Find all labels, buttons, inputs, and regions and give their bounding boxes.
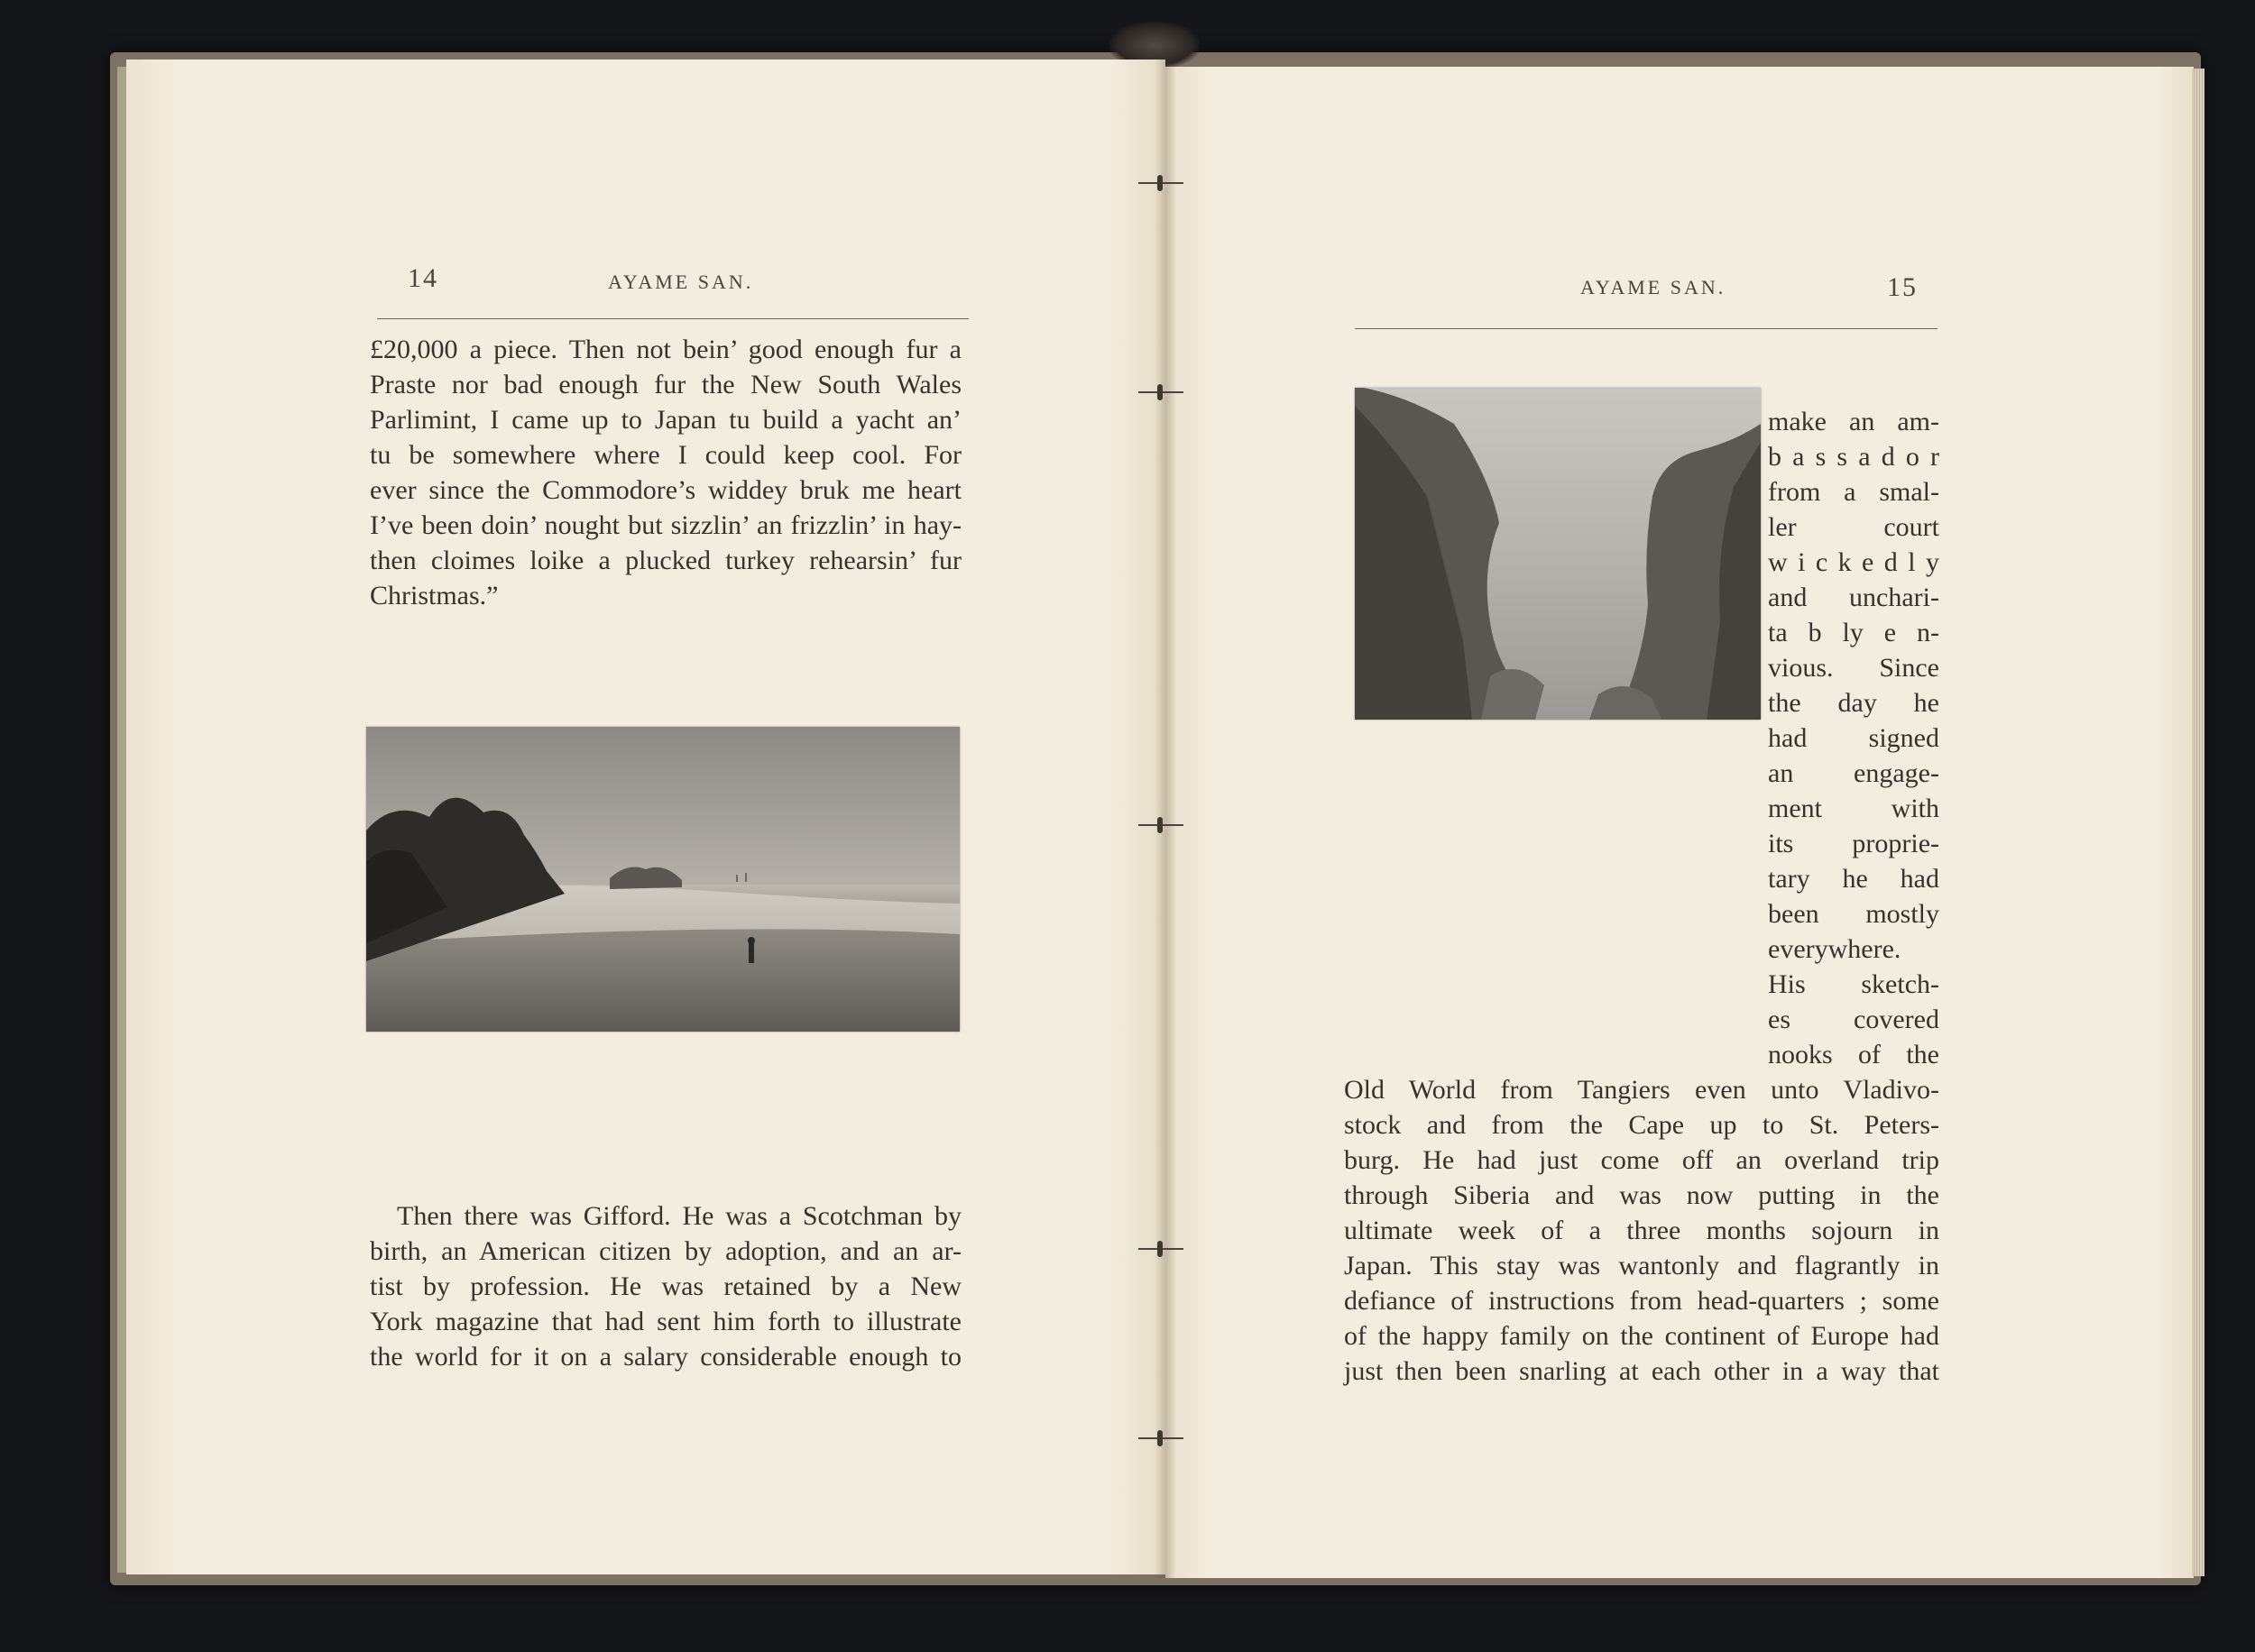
- text-line: birth, an American citizen by adoption, and an ar-: [370, 1236, 962, 1266]
- text-line: vious. Since: [1768, 653, 1939, 683]
- beach-photograph: [366, 727, 960, 1032]
- left-page: [126, 60, 1165, 1574]
- right-page-number: 15: [1887, 272, 1918, 302]
- binding-stitch: [1138, 180, 1183, 186]
- text-line: tist by profession. He was retained by a New: [370, 1271, 962, 1301]
- page-fore-edge: [2192, 69, 2204, 1576]
- left-paragraph-1: [370, 332, 962, 613]
- left-header-rule: [377, 318, 969, 319]
- text-line: £20,000 a piece. Then not bein’ good enough fur a: [370, 335, 962, 364]
- text-line: I’ve been doin’ nought but sizzlin’ an frizzlin’ in hay-: [370, 510, 962, 540]
- text-line: Parlimint, I came up to Japan tu build a yacht an’: [370, 405, 962, 435]
- text-line: York magazine that had sent him forth to illustrate: [370, 1307, 962, 1336]
- cliff-photograph: [1355, 388, 1761, 720]
- text-line: w i c k e d l y: [1768, 547, 1939, 577]
- text-line: ultimate week of a three months sojourn in: [1344, 1216, 1939, 1245]
- text-line: its proprie-: [1768, 829, 1939, 858]
- text-line: nooks of the: [1768, 1040, 1939, 1069]
- binding-stitch: [1138, 1246, 1183, 1252]
- left-paragraph-2: [370, 1198, 962, 1374]
- right-page: [1165, 67, 2194, 1578]
- text-line: Christmas.”: [370, 581, 499, 610]
- left-page-number: 14: [408, 263, 438, 293]
- text-line: from a smal-: [1768, 477, 1939, 507]
- text-line: the world for it on a salary considerable enough to: [370, 1342, 962, 1372]
- text-line: then cloimes loike a plucked turkey rehearsin’ fur: [370, 546, 962, 575]
- text-line: ever since the Commodore’s widdey bruk me heart: [370, 475, 962, 505]
- right-side-column: [1768, 404, 1939, 1072]
- text-line: Then there was Gifford. He was a Scotchman by: [397, 1201, 962, 1231]
- text-line: ment with: [1768, 794, 1939, 823]
- text-line: Japan. This stay was wantonly and flagrantly in: [1344, 1251, 1939, 1280]
- text-line: ler court: [1768, 512, 1939, 542]
- right-paragraph: [1344, 1072, 1939, 1389]
- text-line: b a s s a d o r: [1768, 442, 1939, 472]
- text-line: tary he had: [1768, 864, 1939, 894]
- text-line: just then been snarling at each other in a way that: [1344, 1356, 1939, 1386]
- text-line: had signed: [1768, 723, 1939, 753]
- text-line: the day he: [1768, 688, 1939, 718]
- text-line: and unchari-: [1768, 583, 1939, 612]
- right-header-rule: [1355, 328, 1937, 329]
- text-line: Old World from Tangiers even unto Vladivo-: [1344, 1075, 1939, 1105]
- text-line: es covered: [1768, 1005, 1939, 1034]
- binding-stitch: [1138, 1436, 1183, 1441]
- text-line: Praste nor bad enough fur the New South Wales: [370, 370, 962, 399]
- text-line: stock and from the Cape up to St. Peters-: [1344, 1110, 1939, 1140]
- text-line: been mostly: [1768, 899, 1939, 929]
- text-line: tu be somewhere where I could keep cool. For: [370, 440, 962, 470]
- text-line: ta b ly e n-: [1768, 618, 1939, 647]
- text-line: an engage-: [1768, 758, 1939, 788]
- text-line: defiance of instructions from head-quarters ; some: [1344, 1286, 1939, 1316]
- text-line: make an am-: [1768, 407, 1939, 436]
- text-line: through Siberia and was now putting in the: [1344, 1180, 1939, 1210]
- binding-stitch: [1138, 822, 1183, 828]
- right-running-head: AYAME SAN.: [1580, 276, 1726, 298]
- left-running-head: AYAME SAN.: [608, 271, 754, 293]
- text-line: of the happy family on the continent of Europe had: [1344, 1321, 1939, 1351]
- text-line: His sketch-: [1768, 969, 1939, 999]
- binding-stitch: [1138, 390, 1183, 395]
- text-line: everywhere.: [1768, 934, 1901, 964]
- text-line: burg. He had just come off an overland trip: [1344, 1145, 1939, 1175]
